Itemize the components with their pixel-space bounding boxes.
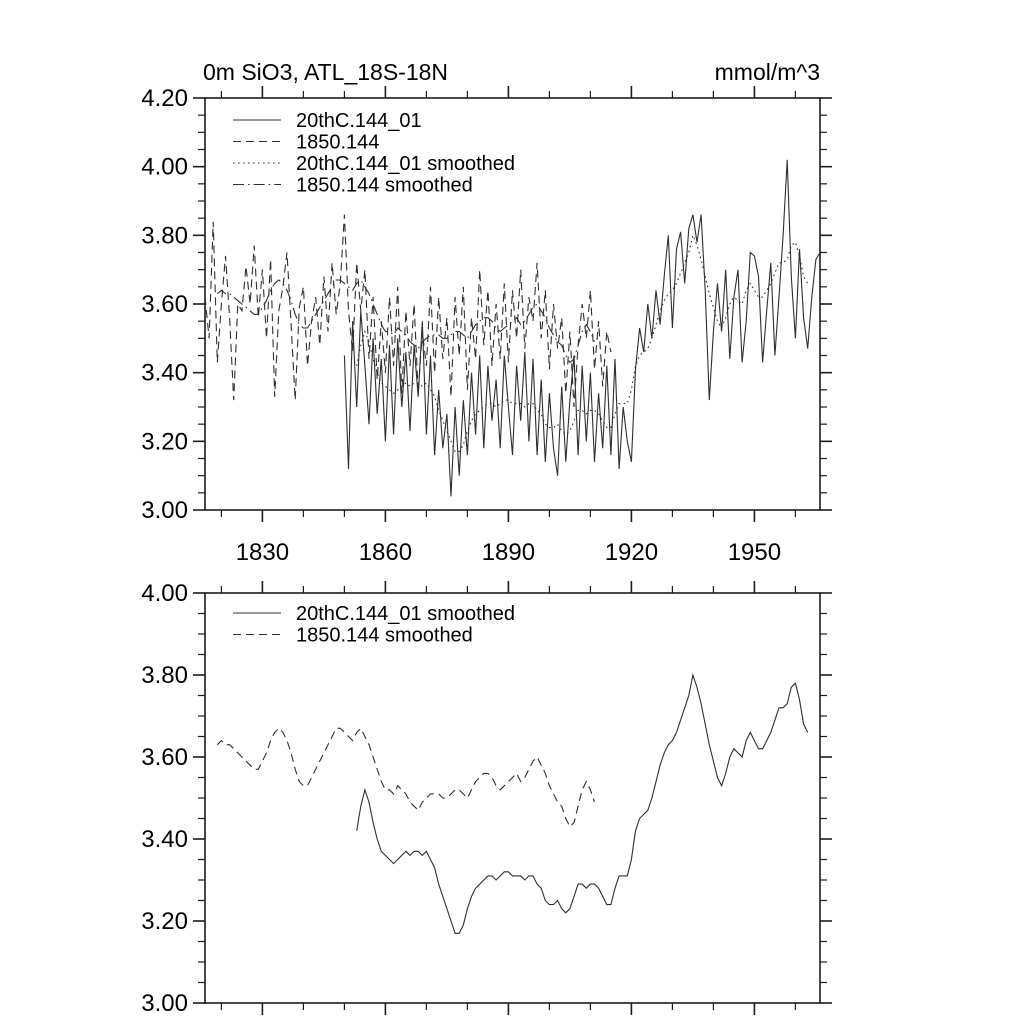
y-tick-label: 3.60 <box>141 291 188 318</box>
legend-label-20thc-144-01: 20thC.144_01 <box>296 110 422 132</box>
series-line-1850-144 <box>205 215 611 407</box>
x-tick-label: 1950 <box>727 539 782 566</box>
y-tick-label: 3.20 <box>141 428 188 456</box>
x-tick-label: 1830 <box>235 539 290 566</box>
units-label: mmol/m^3 <box>714 59 820 85</box>
y-tick-label: 3.60 <box>141 744 188 771</box>
y-tick-label: 3.00 <box>141 497 188 524</box>
x-tick-label: 1860 <box>358 539 413 566</box>
legend-label-1850-144: 1850.144 <box>296 131 380 154</box>
series-line-20thc-144-01-smoothed <box>357 235 808 451</box>
x-tick-label: 1920 <box>604 539 659 566</box>
legend-label-20thc-144-01-smoothed: 20thC.144_01 smoothed <box>296 153 516 175</box>
chart-title: 0m SiO3, ATL_18S-18N <box>203 59 449 85</box>
y-tick-label: 3.40 <box>141 359 188 387</box>
bottom-panel <box>141 580 832 1017</box>
y-tick-label: 3.20 <box>141 908 188 935</box>
y-tick-label: 4.00 <box>141 580 188 607</box>
legend-label-20thc-144-01-smoothed: 20thC.144_01 smoothed <box>296 603 516 625</box>
top-panel <box>141 85 832 566</box>
y-tick-label: 3.80 <box>141 222 188 250</box>
legend-label-1850-144-smoothed: 1850.144 smoothed <box>296 174 473 197</box>
legend-label-1850-144-smoothed: 1850.144 smoothed <box>296 624 473 647</box>
series-line-20thc-144-01-smoothed <box>357 675 808 933</box>
x-tick-label: 1890 <box>481 539 536 566</box>
series-line-20thc-144-01 <box>344 160 820 497</box>
series-line-1850-144-smoothed <box>217 728 594 826</box>
y-tick-label: 3.00 <box>141 990 188 1017</box>
plot-frame <box>205 593 820 1003</box>
y-tick-label: 4.00 <box>141 153 188 181</box>
y-tick-label: 3.80 <box>141 662 188 689</box>
y-tick-label: 3.40 <box>141 826 188 853</box>
y-tick-label: 4.20 <box>141 85 188 112</box>
